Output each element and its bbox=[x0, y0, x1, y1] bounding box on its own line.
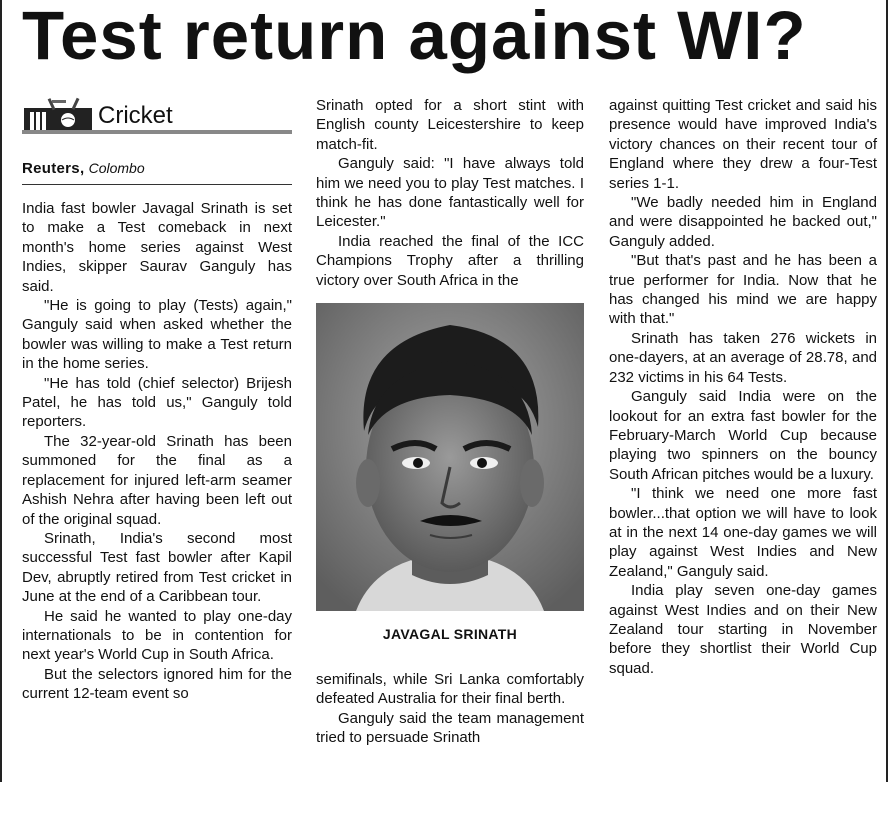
paragraph: "He has told (chief selector) Brijesh Patel, he has told us," Ganguly told reporters. bbox=[22, 374, 292, 431]
section-rule bbox=[22, 130, 292, 134]
paragraph: against quitting Test cricket and said his presence would have improved India's victory chances on their recent tour of England where they drew a four-Test series 1-1. bbox=[609, 97, 877, 192]
paragraph: Srinath, India's second most successful Test fast bowler after Kapil Dev, abruptly retired from Test cricket in June at the end of a Caribbean tour. bbox=[22, 529, 292, 606]
photo-caption: JAVAGAL SRINATH bbox=[382, 626, 518, 642]
paragraph: India reached the final of the ICC Champions Trophy after a thrilling victory over South Africa in the bbox=[316, 232, 584, 289]
headline: Test return against WI? bbox=[22, 0, 807, 74]
cricket-section-logo bbox=[22, 96, 94, 134]
paragraph: India fast bowler Javagal Srinath is set to make a Test comeback in next month's home series against West Indies, skipper Saurav Ganguly has said. bbox=[22, 200, 292, 295]
byline-rule bbox=[22, 184, 292, 185]
paragraph: "He is going to play (Tests) again," Ganguly said when asked whether the bowler was willing to make a Test return in the home series. bbox=[22, 297, 292, 373]
paragraph: "I think we need one more fast bowler...that option we will have to look at in the next 14 one-day games we will play against West Indies and New Zealand," Ganguly said. bbox=[609, 485, 877, 580]
paragraph: India play seven one-day games against West Indies and on their New Zealand tour starting in November before they shortlist their World Cup squad. bbox=[609, 582, 877, 677]
paragraph: Ganguly said the team management tried to persuade Srinath bbox=[316, 709, 584, 747]
paragraph: Srinath has taken 276 wickets in one-dayers, at an average of 28.78, and 232 victims in his 64 Tests. bbox=[609, 329, 877, 386]
article-column-2-top bbox=[316, 96, 584, 290]
paragraph: Ganguly said: "I have always told him we need you to play Test matches. I think he has done fantastically well for Leicester." bbox=[316, 155, 584, 231]
section-header bbox=[22, 96, 292, 136]
byline-place: Colombo bbox=[88, 160, 145, 176]
paragraph: semifinals, while Sri Lanka comfortably defeated Australia for their final berth. bbox=[316, 671, 584, 708]
byline bbox=[22, 160, 145, 177]
article-column-1 bbox=[22, 199, 292, 704]
section-label: Cricket bbox=[98, 102, 173, 129]
paragraph: But the selectors ignored him for the current 12-team event so bbox=[22, 665, 292, 703]
article-column-2-bottom bbox=[316, 670, 584, 748]
byline-agency: Reuters, bbox=[22, 160, 85, 177]
paragraph: "We badly needed him in England and were disappointed he backed out," Ganguly added. bbox=[609, 194, 877, 250]
portrait-illustration bbox=[316, 303, 584, 611]
paragraph: "But that's past and he has been a true performer for India. Now that he has changed his mind we are happy with that." bbox=[609, 252, 877, 328]
article-column-3 bbox=[609, 96, 877, 678]
player-photo bbox=[316, 303, 584, 611]
paragraph: Ganguly said India were on the lookout for an extra fast bowler for the February-March World Cup because playing two spinners on the bouncy South African pitches would be a luxury. bbox=[609, 388, 877, 483]
paragraph: The 32-year-old Srinath has been summoned for the final as a replacement for injured left-arm seamer Ashish Nehra after having been left out of the original squad. bbox=[22, 432, 292, 528]
paragraph: Srinath opted for a short stint with English county Leicestershire to keep match-fit. bbox=[316, 97, 584, 153]
paragraph: He said he wanted to play one-day internationals to be in contention for next year's World Cup in South Africa. bbox=[22, 607, 292, 664]
